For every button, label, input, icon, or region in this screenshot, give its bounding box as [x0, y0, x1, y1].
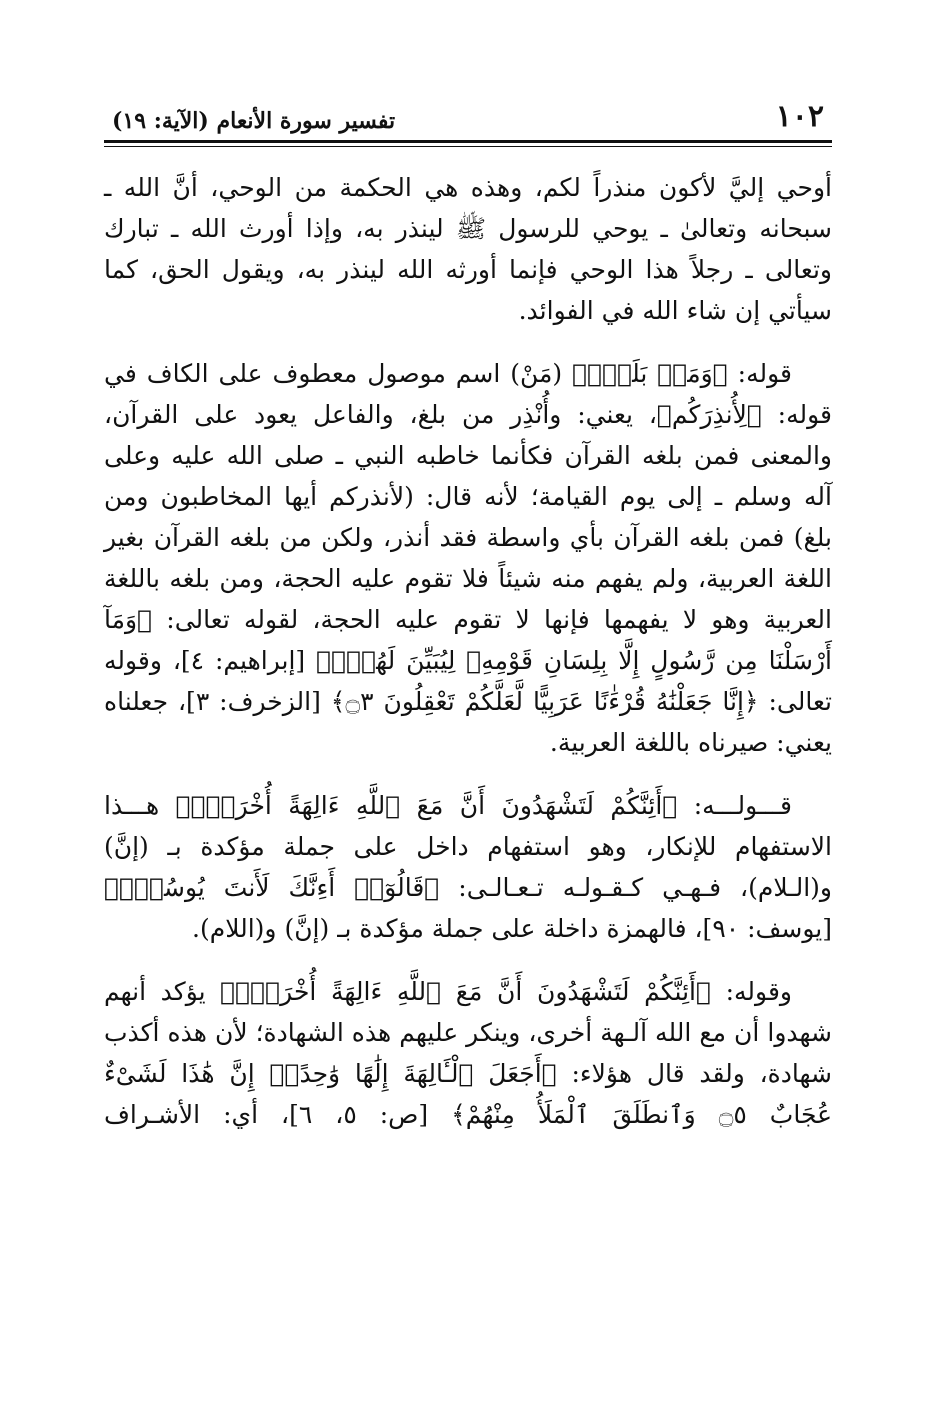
page-number: ١٠٢	[775, 99, 824, 134]
paragraph-3: قـــولـــه: ﴿أَئِنَّكُمْ لَتَشْهَدُونَ أَنَّ مَعَ ٱللَّهِ ءَالِهَةً أُخْرَىٰۚ﴾ هـــذا الاستفهام للإنكار، وهو استفهام داخل على جملة مؤكدة بـ (إنَّ) و(الـلام)، فـهـي كـقـولـه تـعـالـى: ﴿قَالُوٓا۟ أَءِنَّكَ لَأَنتَ يُوسُفُۖ﴾ [يوسف: ٩٠]، فالهمزة داخلة على جملة مؤكدة بـ (إنَّ) و(اللام).	[104, 791, 832, 943]
header-rule-thick	[104, 140, 832, 143]
paragraph-1: أوحي إليَّ لأكون منذراً لكم، وهذه هي الحكمة من الوحي، أنَّ الله ـ سبحانه وتعالىٰ ـ يوحي للرسول ﷺ لينذر به، وإذا أورث الله ـ تبارك وتعالى ـ رجلاً هذا الوحي فإنما أورثه الله لينذر به، ويقول الحق، كما سيأتي إن شاء الله في الفوائد.	[104, 173, 832, 325]
header-rule-thin	[104, 146, 832, 147]
paragraph-2: قوله: ﴿وَمَنۢ بَلَغَۚ﴾ (مَنْ) اسم موصول معطوف على الكاف في قوله: ﴿لِأُنذِرَكُم﴾، يعني: وأُنْذِر من بلغ، والفاعل يعود على القرآن، والمعنى فمن بلغه القرآن فكأنما خاطبه النبي ـ صلى الله عليه وعلى آله وسلم ـ إلى يوم القيامة؛ لأنه قال: (لأنذركم أيها المخاطبون ومن بلغ) فمن بلغه القرآن بأي واسطة فقد أنذر، ولكن من بلغه القرآن بغير اللغة العربية، ولم يفهم منه شيئاً فلا تقوم عليه الحجة، ومن بلغه باللغة العربية وهو لا يفهمها فإنها لا تقوم عليه الحجة، لقوله تعالى: ﴿وَمَآ أَرْسَلْنَا مِن رَّسُولٍ إِلَّا بِلِسَانِ قَوْمِهِۦ لِيُبَيِّنَ لَهُمْۖ﴾ [إبراهيم: ٤]، وقوله تعالى: ﴿إِنَّا جَعَلْنَٰهُ قُرْءَٰنًا عَرَبِيًّا لَّعَلَّكُمْ تَعْقِلُونَ ۝٣﴾ [الزخرف: ٣]، جعلناه يعني: صيرناه باللغة العربية.	[104, 359, 832, 757]
page-body	[104, 167, 832, 1135]
page-header	[104, 92, 832, 138]
running-title: تفسير سورة الأنعام (الآية: ١٩)	[112, 108, 396, 134]
paragraph-4: وقوله: ﴿أَئِنَّكُمْ لَتَشْهَدُونَ أَنَّ مَعَ ٱللَّهِ ءَالِهَةً أُخْرَىٰۚ﴾ يؤكد أنهم شهدوا أن مع الله آلـهة أخرى، وينكر عليهم هذه الشهادة؛ لأن هذه أكذب شهادة، ولقد قال هؤلاء: ﴿أَجَعَلَ ٱلْـَٔالِهَةَ إِلَٰهًا وَٰحِدًاۖ إِنَّ هَٰذَا لَشَىْءٌ عُجَابٌ ۝٥ وَٱنطَلَقَ ٱلْمَلَأُ مِنْهُمْ﴾ [ص: ٥، ٦]، أي: الأشـراف	[104, 977, 832, 1129]
